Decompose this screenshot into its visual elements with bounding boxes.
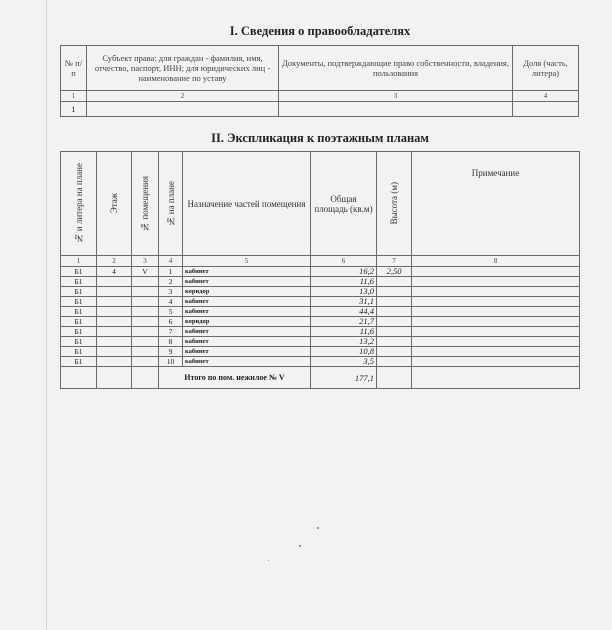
row-floor: [97, 347, 132, 357]
total-cell: [61, 367, 97, 389]
row-plan-number: 1: [159, 267, 183, 277]
table-row: [61, 337, 580, 347]
row-liter: Б1: [61, 347, 97, 357]
row-height: [377, 347, 412, 357]
row-note: [412, 357, 580, 367]
section2-title: II. Экспликация к поэтажным планам: [211, 131, 429, 145]
row-area: 21,7: [311, 317, 377, 327]
col-number: 3: [132, 256, 159, 267]
row-liter: Б1: [61, 287, 97, 297]
col-number: 8: [412, 256, 580, 267]
header-height: Высота (м): [377, 152, 412, 256]
row-height: [377, 337, 412, 347]
row-purpose: кабинет: [183, 267, 311, 277]
row-area: 16,2: [311, 267, 377, 277]
scan-speck: [268, 560, 269, 561]
row-plan-number: 2: [159, 277, 183, 287]
owners-col-number: 3: [279, 91, 513, 102]
table-row: [61, 357, 580, 367]
col-number: 6: [311, 256, 377, 267]
row-purpose: кабинет: [183, 297, 311, 307]
row-purpose: кабинет: [183, 307, 311, 317]
row-liter: Б1: [61, 307, 97, 317]
owners-cell: [513, 102, 579, 117]
scan-speck: [317, 527, 319, 529]
row-area: 11,6: [311, 327, 377, 337]
row-plan-number: 4: [159, 297, 183, 307]
row-liter: Б1: [61, 327, 97, 337]
row-height: [377, 287, 412, 297]
row-liter: Б1: [61, 337, 97, 347]
total-cell: [97, 367, 132, 389]
row-room: [132, 307, 159, 317]
row-room: [132, 327, 159, 337]
row-plan-number: 7: [159, 327, 183, 337]
row-note: [412, 347, 580, 357]
owners-col-number: 1: [61, 91, 87, 102]
header-plan-number: № на плане: [159, 152, 183, 256]
table-row: [61, 327, 580, 337]
row-note: [412, 297, 580, 307]
row-note: [412, 287, 580, 297]
owners-cell: [279, 102, 513, 117]
total-cell: [412, 367, 580, 389]
row-purpose: кабинет: [183, 357, 311, 367]
row-floor: [97, 337, 132, 347]
row-room: [132, 297, 159, 307]
row-area: 13,2: [311, 337, 377, 347]
row-room: [132, 337, 159, 347]
col-number: 4: [159, 256, 183, 267]
row-room: [132, 357, 159, 367]
explication-table: [60, 151, 580, 389]
row-liter: Б1: [61, 277, 97, 287]
owners-header-documents: Документы, подтверждающие право собственности, владения, пользования: [279, 46, 513, 91]
row-purpose: кабинет: [183, 337, 311, 347]
row-floor: [97, 357, 132, 367]
table-row: [61, 297, 580, 307]
row-room: [132, 287, 159, 297]
row-room: [132, 347, 159, 357]
row-height: [377, 317, 412, 327]
header-floor: Этаж: [97, 152, 132, 256]
row-area: 13,0: [311, 287, 377, 297]
header-purpose: Назначение частей помещения: [183, 152, 311, 256]
row-note: [412, 277, 580, 287]
total-cell: [377, 367, 412, 389]
page-edge: [46, 0, 47, 630]
row-room: [132, 317, 159, 327]
owners-col-number: 4: [513, 91, 579, 102]
row-plan-number: 6: [159, 317, 183, 327]
total-label: Итого по пом. нежилое № V: [159, 367, 311, 389]
row-floor: [97, 287, 132, 297]
row-purpose: кабинет: [183, 327, 311, 337]
row-note: [412, 337, 580, 347]
owners-row-index: 1: [61, 102, 87, 117]
row-note: [412, 267, 580, 277]
row-purpose: коридор: [183, 317, 311, 327]
table-row: [61, 267, 580, 277]
header-note: Примечание: [412, 152, 580, 256]
section1-title: I. Сведения о правообладателях: [229, 24, 411, 38]
table-row: [61, 277, 580, 287]
row-purpose: кабинет: [183, 277, 311, 287]
row-height: [377, 297, 412, 307]
owners-col-number: 2: [87, 91, 279, 102]
row-floor: [97, 307, 132, 317]
row-plan-number: 5: [159, 307, 183, 317]
owners-header-subject: Субъект права: для граждан - фамилия, имя, отчество, паспорт, ИНН; для юридических лиц - наименование по уставу: [87, 46, 279, 91]
row-area: 11,6: [311, 277, 377, 287]
row-height: [377, 277, 412, 287]
col-number: 7: [377, 256, 412, 267]
row-room: [132, 277, 159, 287]
row-plan-number: 9: [159, 347, 183, 357]
col-number: 2: [97, 256, 132, 267]
row-note: [412, 307, 580, 317]
row-height: [377, 307, 412, 317]
row-area: 10,8: [311, 347, 377, 357]
col-number: 5: [183, 256, 311, 267]
owners-header-number: № п/п: [61, 46, 87, 91]
row-plan-number: 8: [159, 337, 183, 347]
row-floor: [97, 277, 132, 287]
col-number: 1: [61, 256, 97, 267]
table-row: [61, 347, 580, 357]
total-row: [61, 367, 580, 389]
owners-header-share: Доля (часть, литера): [513, 46, 579, 91]
row-liter: Б1: [61, 357, 97, 367]
row-height: [377, 357, 412, 367]
owners-cell: [87, 102, 279, 117]
row-liter: Б1: [61, 297, 97, 307]
table-row: [61, 307, 580, 317]
row-area: 3,5: [311, 357, 377, 367]
header-area: Общая площадь (кв.м): [311, 152, 377, 256]
table-row: [61, 287, 580, 297]
row-height: [377, 327, 412, 337]
row-floor: [97, 297, 132, 307]
row-floor: [97, 317, 132, 327]
row-plan-number: 3: [159, 287, 183, 297]
row-floor: [97, 327, 132, 337]
row-floor: 4: [97, 267, 132, 277]
header-liter: № и литера на плане: [61, 152, 97, 256]
row-note: [412, 317, 580, 327]
owners-table: [60, 45, 579, 117]
row-note: [412, 327, 580, 337]
row-liter: Б1: [61, 267, 97, 277]
total-area: 177,1: [311, 367, 377, 389]
row-purpose: коридор: [183, 287, 311, 297]
row-purpose: кабинет: [183, 347, 311, 357]
scan-speck: [299, 545, 301, 547]
header-room: № помещения: [132, 152, 159, 256]
row-liter: Б1: [61, 317, 97, 327]
total-cell: [132, 367, 159, 389]
row-height: 2,50: [377, 267, 412, 277]
row-area: 44,4: [311, 307, 377, 317]
row-room: V: [132, 267, 159, 277]
row-area: 31,1: [311, 297, 377, 307]
row-plan-number: 10: [159, 357, 183, 367]
table-row: [61, 317, 580, 327]
